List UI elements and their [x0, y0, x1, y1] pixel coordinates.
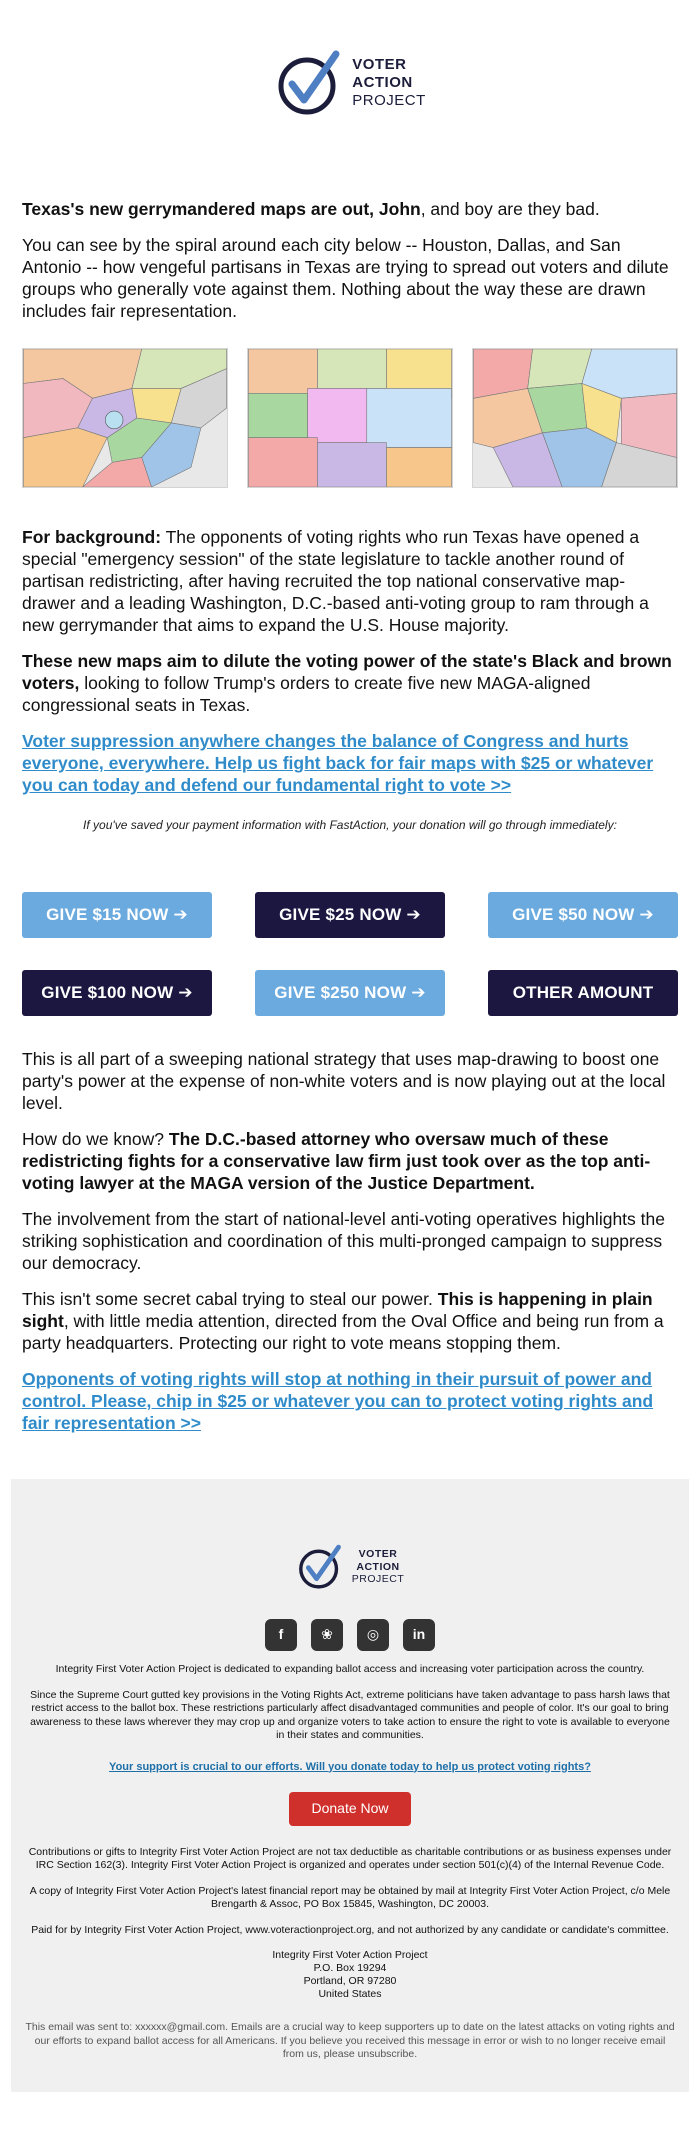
district-maps — [0, 348, 700, 488]
intro-paragraph: Texas's new gerrymandered maps are out, John, and boy are they bad. — [22, 199, 600, 219]
san-antonio-map-image — [472, 348, 678, 488]
dallas-map-image — [247, 348, 453, 488]
linkedin-icon[interactable]: in — [403, 1619, 435, 1651]
involvement-paragraph: The involvement from the start of national-level anti-voting operatives highlights the striking sophistication and coordination of this multi-pronged campaign to suppress our democracy. — [22, 1209, 665, 1273]
footer-tax-disclaimer: Contributions or gifts to Integrity First Voter Action Project are not tax deductible as charitable contributions or as business expenses under IRC Section 162(3). Integrity First Voter Action Project is organized and operates under section 501(c)(4) of the Internal Revenue Code. — [28, 1845, 672, 1871]
footer-since: Since the Supreme Court gutted key provisions in the Voting Rights Act, extreme politicians have taken advantage to pass harsh laws that restrict access to the ballot box. These restrictions particularly affect disadvantaged communities and people of color. It's our goal to bring awareness to these laws wherever they may crop up and organize voters to take action to ensure the right to vote is available to everyone in their states and communities. — [30, 1688, 670, 1741]
voter-suppression-donate-link[interactable]: Voter suppression anywhere changes the balance of Congress and hurts everyone, everywhere. Help us fight back for fair maps with $25 or whatever you can today and defend our fundamental right to vote >> — [22, 731, 654, 795]
donate-buttons-row-2 — [0, 970, 700, 1016]
donate-now-button[interactable]: Donate Now — [289, 1792, 410, 1826]
spiral-paragraph: You can see by the spiral around each city below -- Houston, Dallas, and San Antonio -- how vengeful partisans in Texas are trying to spread out voters and dilute groups who generally vote against them. Nothing about the way these are drawn includes fair representation. — [22, 235, 669, 321]
strategy-paragraph: This is all part of a sweeping national strategy that uses map-drawing to boost one party's power at the expense of non-white voters and is now playing out at the local level. — [22, 1049, 666, 1113]
give-50-button[interactable]: GIVE $50 NOW ➔ — [488, 892, 678, 938]
give-100-button[interactable]: GIVE $100 NOW ➔ — [22, 970, 212, 1016]
footer-logo[interactable] — [25, 1543, 675, 1591]
footer-financial-report: A copy of Integrity First Voter Action Project's latest financial report may be obtained by mail at Integrity First Voter Action Project, c/o Mele Brengarth & Assoc, PO Box 15845, Washington, DC 20003. — [29, 1884, 671, 1910]
donate-buttons-row-1 — [0, 892, 700, 938]
header-logo[interactable] — [0, 0, 700, 130]
cabal-paragraph: This isn't some secret cabal trying to steal our power. This is happening in plain sight, with little media attention, directed from the Oval Office and being run from a party headquarters. Protecting our right to vote means stopping them. — [22, 1289, 664, 1353]
footer — [11, 1479, 689, 2092]
footer-address: Integrity First Voter Action Project P.O. Box 19294 Portland, OR 97280 United States — [272, 1949, 428, 2000]
logo-wordmark: VOTER ACTION PROJECT — [352, 56, 426, 109]
footer-mission: Integrity First Voter Action Project is dedicated to expanding ballot access and increasing voter participation across the country. — [55, 1663, 645, 1675]
social-links — [25, 1619, 675, 1651]
how-paragraph: How do we know? The D.C.-based attorney who oversaw much of these redistricting fights for a conservative law firm just took over as the top anti-voting lawyer at the MAGA version of the Justice Department. — [22, 1129, 651, 1193]
background-paragraph: For background: The opponents of voting rights who run Texas have opened a special "emergency session" of the state legislature to tackle another round of partisan redistricting, after having recruited the top national conservative map-drawer and a leading Washington, D.C.-based anti-voting group to ram through a new gerrymander that aims to expand the U.S. House majority. — [22, 527, 649, 635]
checkmark-logo-icon — [296, 1543, 344, 1591]
footer-logo-wordmark: VOTER ACTION PROJECT — [351, 1548, 405, 1586]
houston-map-image — [22, 348, 228, 488]
dilute-paragraph: These new maps aim to dilute the voting power of the state's Black and brown voters, looking to follow Trump's orders to create five new MAGA-aligned congressional seats in Texas. — [22, 651, 672, 715]
protect-voting-donate-link[interactable]: Opponents of voting rights will stop at nothing in their pursuit of power and control. Please, chip in $25 or whatever you can to protect voting rights and fair representation >> — [22, 1369, 654, 1433]
footer-support-link[interactable]: Your support is crucial to our efforts. Will you donate today to help us protect voting rights? — [109, 1760, 591, 1773]
give-250-button[interactable]: GIVE $250 NOW ➔ — [255, 970, 445, 1016]
checkmark-logo-icon — [274, 48, 344, 118]
instagram-icon[interactable]: ◎ — [357, 1619, 389, 1651]
other-amount-button[interactable]: OTHER AMOUNT — [488, 970, 678, 1016]
give-25-button[interactable]: GIVE $25 NOW ➔ — [255, 892, 445, 938]
facebook-icon[interactable]: f — [265, 1619, 297, 1651]
give-15-button[interactable]: GIVE $15 NOW ➔ — [22, 892, 212, 938]
bluesky-icon[interactable]: ❀ — [311, 1619, 343, 1651]
fastaction-note: If you've saved your payment information with FastAction, your donation will go through immediately: — [83, 818, 617, 832]
footer-paid-for: Paid for by Integrity First Voter Action Project, www.voteractionproject.org, and not authorized by any candidate or candidate's committee. — [31, 1923, 669, 1936]
footer-unsubscribe-note[interactable]: This email was sent to: xxxxxx@gmail.com. Emails are a crucial way to keep supporters up to date on the latest attacks on voting rights and our efforts to expand ballot access for all Americans. If you believe you received this message in error or wish to no longer receive email from us, please unsubscribe. — [25, 2021, 675, 2060]
